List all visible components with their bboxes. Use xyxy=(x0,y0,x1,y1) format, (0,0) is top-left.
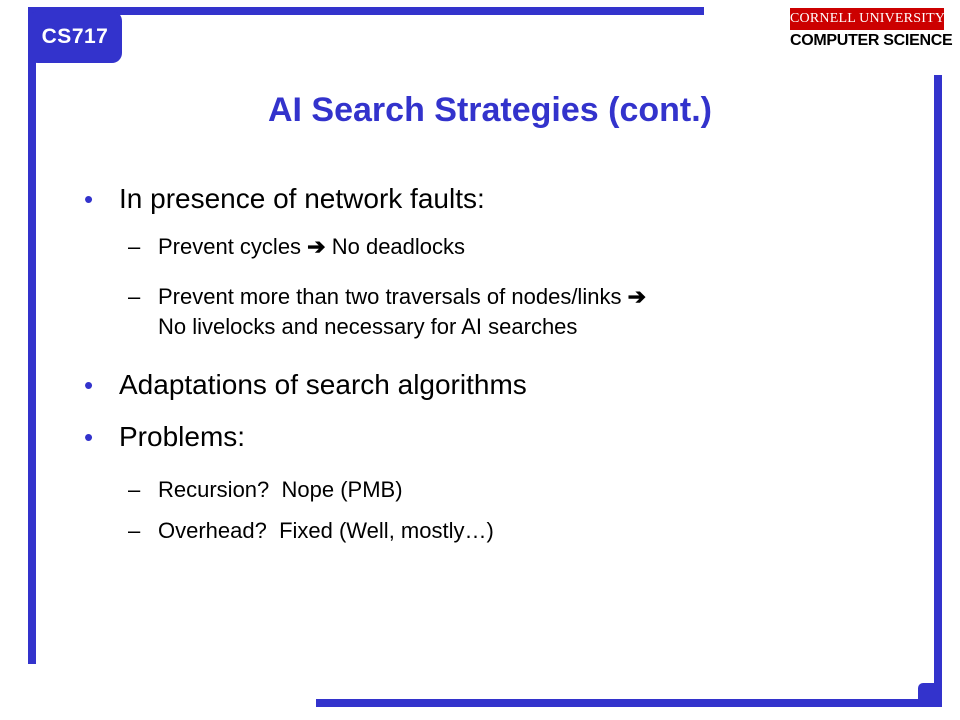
dash-marker: – xyxy=(128,477,141,502)
sub-bullet-text-before: Prevent more than two traversals of nodes/links xyxy=(158,284,628,309)
dash-marker: – xyxy=(128,234,141,259)
sub-bullet-prevent-traversals xyxy=(128,282,908,342)
logo-university-line: CORNELL UNIVERSITY xyxy=(790,8,944,30)
dash-marker: – xyxy=(128,518,141,543)
sub-bullet-text xyxy=(158,232,908,262)
bullet-dot-icon: • xyxy=(84,370,94,400)
sub-bullet-overhead xyxy=(128,516,908,546)
bullet-dot-icon: • xyxy=(84,422,94,452)
sub-bullet-text: Recursion? Nope (PMB) xyxy=(158,477,403,502)
bullet-text: Adaptations of search algorithms xyxy=(119,369,527,400)
sub-bullet-text-after: No deadlocks xyxy=(325,234,466,259)
bullet-dot-icon: • xyxy=(84,184,94,214)
course-badge-label: CS717 xyxy=(41,25,109,48)
sub-bullet-recursion xyxy=(128,475,908,505)
sub-bullet-text-before: Prevent cycles xyxy=(158,234,308,259)
right-arrow-icon: ➔ xyxy=(307,234,326,259)
sub-bullet-prevent-cycles xyxy=(128,232,908,262)
bullet-text: In presence of network faults: xyxy=(119,183,485,214)
sub-bullet-text xyxy=(158,282,908,312)
sub-bullet-continuation: No livelocks and necessary for AI searches xyxy=(158,314,578,339)
slide-title: AI Search Strategies (cont.) xyxy=(267,91,712,129)
sub-bullet-text: Overhead? Fixed (Well, mostly…) xyxy=(158,518,494,543)
right-arrow-icon: ➔ xyxy=(627,284,646,309)
logo-department-line: COMPUTER SCIENCE xyxy=(790,32,953,49)
dash-marker: – xyxy=(128,284,141,309)
bullet-text: Problems: xyxy=(119,421,246,452)
